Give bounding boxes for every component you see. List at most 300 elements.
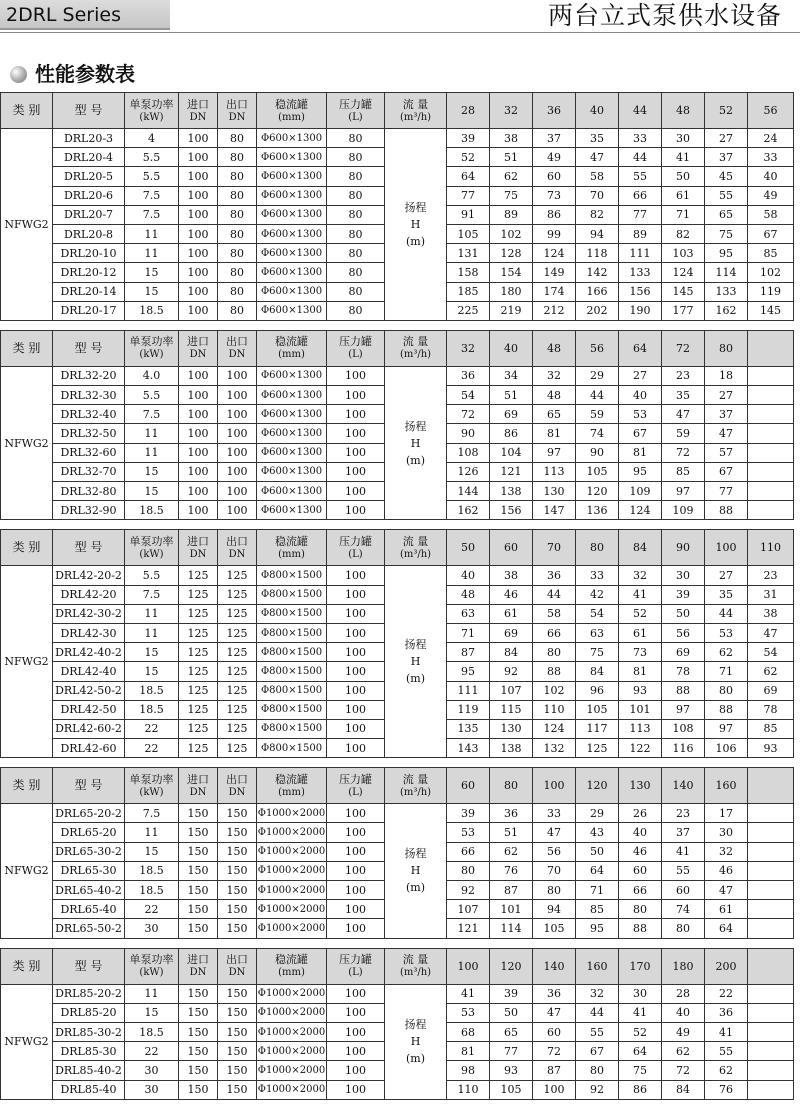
head-value-cell: 23 <box>662 366 705 385</box>
tank-header-label: 稳流罐 <box>275 953 308 967</box>
pressure-tank-cell: 100 <box>327 623 385 642</box>
flow-value-header: 160 <box>705 768 748 804</box>
flow-value-header: 80 <box>576 530 619 566</box>
head-value-cell: 76 <box>705 1080 748 1099</box>
table-row <box>1 129 794 148</box>
tank-header-label: 稳流罐 <box>275 97 308 111</box>
pressure-tank-header-unit: (L) <box>348 111 363 123</box>
head-value-cell: 58 <box>533 604 576 623</box>
head-value-cell: 55 <box>576 1022 619 1041</box>
head-value-cell: 88 <box>705 501 748 520</box>
head-value-cell: 75 <box>576 643 619 662</box>
tank-cell: Φ600×1300 <box>257 282 327 301</box>
head-value-cell: 28 <box>662 984 705 1003</box>
pressure-tank-header <box>327 948 385 984</box>
power-header-label: 单泵功率 <box>129 953 174 967</box>
inlet-cell: 150 <box>179 984 218 1003</box>
head-label-line2: H <box>410 864 421 878</box>
pressure-tank-cell: 100 <box>327 462 385 481</box>
head-value-cell: 63 <box>576 623 619 642</box>
head-value-cell: 145 <box>748 301 794 320</box>
head-value-cell: 97 <box>662 700 705 719</box>
inlet-cell: 150 <box>179 1003 218 1022</box>
head-value-cell: 80 <box>662 919 705 938</box>
head-value-cell: 40 <box>619 386 662 405</box>
flow-value-header: 52 <box>705 93 748 129</box>
outlet-cell: 125 <box>218 643 257 662</box>
head-value-cell: 96 <box>576 681 619 700</box>
head-value-cell: 39 <box>490 984 533 1003</box>
inlet-cell: 150 <box>179 861 218 880</box>
flow-value-header: 40 <box>576 93 619 129</box>
model-cell: DRL85-20-2 <box>53 984 125 1003</box>
outlet-cell: 100 <box>218 405 257 424</box>
model-cell: DRL65-50-2 <box>53 919 125 938</box>
head-value-cell: 38 <box>490 129 533 148</box>
tank-cell: Φ600×1300 <box>257 366 327 385</box>
tank-header <box>257 768 327 804</box>
outlet-cell: 150 <box>218 804 257 823</box>
power-header-label: 单泵功率 <box>129 335 174 349</box>
head-value-cell <box>748 501 794 520</box>
flow-value-header <box>748 768 794 804</box>
head-value-cell: 50 <box>662 604 705 623</box>
head-value-cell: 124 <box>662 263 705 282</box>
inlet-cell: 125 <box>179 662 218 681</box>
head-value-cell: 190 <box>619 301 662 320</box>
head-value-cell: 94 <box>576 224 619 243</box>
head-value-cell: 50 <box>662 167 705 186</box>
head-value-cell: 17 <box>705 804 748 823</box>
head-value-cell: 74 <box>576 424 619 443</box>
head-value-cell: 105 <box>533 919 576 938</box>
head-value-cell: 94 <box>533 900 576 919</box>
head-value-cell <box>748 804 794 823</box>
model-cell: DRL20-10 <box>53 244 125 263</box>
head-value-cell: 81 <box>533 424 576 443</box>
head-value-cell: 33 <box>748 148 794 167</box>
model-cell: DRL85-30 <box>53 1042 125 1061</box>
model-cell: DRL42-30 <box>53 623 125 642</box>
tank-cell: Φ1000×2000 <box>257 823 327 842</box>
outlet-cell: 150 <box>218 900 257 919</box>
inlet-cell: 100 <box>179 366 218 385</box>
performance-table <box>0 529 794 758</box>
outlet-cell: 125 <box>218 700 257 719</box>
head-value-cell: 69 <box>662 643 705 662</box>
head-label-line3: (m) <box>405 1052 425 1066</box>
head-value-cell: 131 <box>447 244 490 263</box>
flow-header-unit: (m³/h) <box>399 349 432 361</box>
head-value-cell: 88 <box>619 919 662 938</box>
tank-cell: Φ800×1500 <box>257 566 327 585</box>
pressure-tank-header <box>327 768 385 804</box>
head-value-cell: 55 <box>705 1042 748 1061</box>
model-cell: DRL42-40-2 <box>53 643 125 662</box>
head-value-cell: 98 <box>447 1061 490 1080</box>
pressure-tank-cell: 100 <box>327 1080 385 1099</box>
flow-value-header: 130 <box>619 768 662 804</box>
flow-header <box>385 93 447 129</box>
head-value-cell: 27 <box>705 386 748 405</box>
head-value-cell: 133 <box>619 263 662 282</box>
head-value-cell: 71 <box>576 881 619 900</box>
head-value-cell: 23 <box>748 566 794 585</box>
tank-cell: Φ1000×2000 <box>257 804 327 823</box>
head-value-cell: 133 <box>705 282 748 301</box>
inlet-cell: 125 <box>179 623 218 642</box>
head-value-cell: 54 <box>576 604 619 623</box>
head-value-cell: 35 <box>576 129 619 148</box>
head-value-cell: 91 <box>447 205 490 224</box>
head-value-cell: 85 <box>748 719 794 738</box>
head-label-line2: H <box>410 436 421 450</box>
head-value-cell: 39 <box>662 585 705 604</box>
power-cell: 15 <box>125 282 179 301</box>
flow-value-header: 56 <box>576 330 619 366</box>
head-value-cell: 86 <box>490 424 533 443</box>
head-value-cell: 35 <box>662 386 705 405</box>
flow-value-header: 64 <box>619 330 662 366</box>
head-value-cell <box>748 823 794 842</box>
outlet-header <box>218 530 257 566</box>
category-cell: NFWG2 <box>1 804 53 938</box>
category-cell: NFWG2 <box>1 984 53 1099</box>
model-cell: DRL65-40-2 <box>53 881 125 900</box>
inlet-header-unit: DN <box>189 967 207 979</box>
power-cell: 18.5 <box>125 700 179 719</box>
head-value-cell: 80 <box>576 1061 619 1080</box>
power-header <box>125 768 179 804</box>
tank-header-unit: (mm) <box>278 786 305 798</box>
head-value-cell: 33 <box>576 566 619 585</box>
head-value-cell: 77 <box>705 482 748 501</box>
inlet-cell: 150 <box>179 881 218 900</box>
head-label-cell <box>385 984 447 1099</box>
tank-cell: Φ1000×2000 <box>257 900 327 919</box>
power-cell: 5.5 <box>125 167 179 186</box>
head-value-cell: 39 <box>447 129 490 148</box>
power-cell: 15 <box>125 662 179 681</box>
head-value-cell: 47 <box>533 1003 576 1022</box>
head-value-cell: 92 <box>490 662 533 681</box>
head-value-cell: 124 <box>619 501 662 520</box>
model-header: 型 号 <box>53 768 125 804</box>
model-cell: DRL85-20 <box>53 1003 125 1022</box>
head-value-cell: 66 <box>619 186 662 205</box>
tank-cell: Φ600×1300 <box>257 224 327 243</box>
tank-cell: Φ800×1500 <box>257 604 327 623</box>
head-value-cell: 64 <box>576 861 619 880</box>
model-cell: DRL20-12 <box>53 263 125 282</box>
flow-header <box>385 330 447 366</box>
head-value-cell: 118 <box>576 244 619 263</box>
head-value-cell: 132 <box>533 739 576 758</box>
model-cell: DRL42-20 <box>53 585 125 604</box>
head-value-cell: 108 <box>447 443 490 462</box>
head-value-cell: 55 <box>705 186 748 205</box>
power-cell: 15 <box>125 263 179 282</box>
head-value-cell: 43 <box>576 823 619 842</box>
inlet-header-label: 进口 <box>187 772 209 786</box>
head-value-cell: 71 <box>662 205 705 224</box>
head-value-cell: 32 <box>533 366 576 385</box>
model-cell: DRL20-6 <box>53 186 125 205</box>
head-value-cell: 41 <box>662 148 705 167</box>
inlet-header-label: 进口 <box>187 97 209 111</box>
pressure-tank-cell: 80 <box>327 224 385 243</box>
tank-cell: Φ600×1300 <box>257 148 327 167</box>
inlet-cell: 125 <box>179 585 218 604</box>
head-value-cell: 185 <box>447 282 490 301</box>
head-value-cell: 93 <box>748 739 794 758</box>
tank-cell: Φ600×1300 <box>257 424 327 443</box>
model-cell: DRL32-50 <box>53 424 125 443</box>
power-cell: 22 <box>125 1042 179 1061</box>
head-value-cell: 82 <box>576 205 619 224</box>
head-value-cell: 44 <box>576 1003 619 1022</box>
pressure-tank-header-label: 压力罐 <box>339 953 372 967</box>
pressure-tank-cell: 100 <box>327 1061 385 1080</box>
pressure-tank-cell: 80 <box>327 167 385 186</box>
head-value-cell: 81 <box>447 1042 490 1061</box>
pressure-tank-header-label: 压力罐 <box>339 97 372 111</box>
tank-cell: Φ1000×2000 <box>257 861 327 880</box>
inlet-cell: 150 <box>179 900 218 919</box>
head-value-cell: 45 <box>705 167 748 186</box>
head-value-cell: 55 <box>662 861 705 880</box>
head-value-cell: 54 <box>748 643 794 662</box>
inlet-cell: 100 <box>179 224 218 243</box>
pressure-tank-cell: 100 <box>327 861 385 880</box>
power-cell: 11 <box>125 424 179 443</box>
head-value-cell: 49 <box>662 1022 705 1041</box>
pressure-tank-header-label: 压力罐 <box>339 772 372 786</box>
head-value-cell: 62 <box>490 167 533 186</box>
head-value-cell: 121 <box>490 462 533 481</box>
power-header <box>125 530 179 566</box>
head-value-cell: 93 <box>619 681 662 700</box>
power-cell: 15 <box>125 643 179 662</box>
power-cell: 7.5 <box>125 205 179 224</box>
head-value-cell: 144 <box>447 482 490 501</box>
head-label-line1: 扬程 <box>404 638 427 652</box>
table-header-row <box>1 330 794 366</box>
model-cell: DRL32-40 <box>53 405 125 424</box>
performance-table <box>0 767 794 938</box>
head-value-cell: 102 <box>490 224 533 243</box>
head-value-cell: 61 <box>619 623 662 642</box>
inlet-header-unit: DN <box>189 548 207 560</box>
head-value-cell: 177 <box>662 301 705 320</box>
power-header-unit: (kW) <box>139 349 164 361</box>
tank-header <box>257 93 327 129</box>
head-value-cell: 32 <box>705 842 748 861</box>
pressure-tank-cell: 100 <box>327 881 385 900</box>
tank-cell: Φ1000×2000 <box>257 842 327 861</box>
power-cell: 18.5 <box>125 681 179 700</box>
head-label-line2: H <box>410 217 421 231</box>
inlet-header <box>179 93 218 129</box>
outlet-cell: 125 <box>218 585 257 604</box>
head-value-cell: 70 <box>576 186 619 205</box>
flow-value-header: 140 <box>533 948 576 984</box>
head-value-cell: 47 <box>533 823 576 842</box>
table-header-row <box>1 93 794 129</box>
inlet-cell: 125 <box>179 566 218 585</box>
model-cell: DRL85-40 <box>53 1080 125 1099</box>
head-value-cell: 32 <box>576 984 619 1003</box>
pressure-tank-header-unit: (L) <box>348 349 363 361</box>
head-value-cell: 100 <box>533 1080 576 1099</box>
category-cell: NFWG2 <box>1 566 53 758</box>
table-header-row <box>1 768 794 804</box>
head-value-cell: 72 <box>447 405 490 424</box>
power-cell: 5.5 <box>125 148 179 167</box>
inlet-cell: 150 <box>179 842 218 861</box>
model-cell: DRL20-4 <box>53 148 125 167</box>
inlet-cell: 100 <box>179 501 218 520</box>
model-cell: DRL65-30-2 <box>53 842 125 861</box>
pressure-tank-cell: 100 <box>327 700 385 719</box>
head-value-cell: 124 <box>533 719 576 738</box>
outlet-cell: 150 <box>218 881 257 900</box>
model-cell: DRL32-60 <box>53 443 125 462</box>
pressure-tank-cell: 100 <box>327 681 385 700</box>
head-value-cell: 142 <box>576 263 619 282</box>
pressure-tank-cell: 100 <box>327 1022 385 1041</box>
head-value-cell: 119 <box>748 282 794 301</box>
head-value-cell <box>748 386 794 405</box>
pressure-tank-cell: 100 <box>327 501 385 520</box>
head-value-cell: 52 <box>619 1022 662 1041</box>
head-value-cell: 44 <box>576 386 619 405</box>
outlet-cell: 80 <box>218 263 257 282</box>
model-cell: DRL32-30 <box>53 386 125 405</box>
pressure-tank-cell: 100 <box>327 443 385 462</box>
head-value-cell: 84 <box>662 1080 705 1099</box>
head-value-cell: 93 <box>490 1061 533 1080</box>
model-cell: DRL20-5 <box>53 167 125 186</box>
category-cell: NFWG2 <box>1 366 53 520</box>
head-value-cell: 78 <box>662 662 705 681</box>
head-value-cell: 128 <box>490 244 533 263</box>
head-value-cell: 39 <box>447 804 490 823</box>
head-value-cell: 111 <box>619 244 662 263</box>
outlet-header-unit: DN <box>228 967 246 979</box>
power-cell: 11 <box>125 443 179 462</box>
head-value-cell: 41 <box>705 1022 748 1041</box>
pressure-tank-cell: 100 <box>327 900 385 919</box>
head-value-cell: 36 <box>533 984 576 1003</box>
head-value-cell: 145 <box>662 282 705 301</box>
power-cell: 11 <box>125 623 179 642</box>
head-value-cell: 101 <box>619 700 662 719</box>
pressure-tank-header <box>327 330 385 366</box>
tank-header-label: 稳流罐 <box>275 335 308 349</box>
pressure-tank-cell: 100 <box>327 1003 385 1022</box>
flow-value-header <box>748 948 794 984</box>
inlet-cell: 125 <box>179 681 218 700</box>
outlet-cell: 150 <box>218 1003 257 1022</box>
tank-cell: Φ600×1300 <box>257 462 327 481</box>
head-value-cell: 77 <box>490 1042 533 1061</box>
flow-header-unit: (m³/h) <box>399 111 432 123</box>
tank-cell: Φ600×1300 <box>257 501 327 520</box>
head-value-cell: 147 <box>533 501 576 520</box>
outlet-header-unit: DN <box>228 349 246 361</box>
head-value-cell: 30 <box>705 823 748 842</box>
head-value-cell: 62 <box>490 842 533 861</box>
head-value-cell: 81 <box>619 443 662 462</box>
power-cell: 15 <box>125 482 179 501</box>
model-cell: DRL20-14 <box>53 282 125 301</box>
head-value-cell: 60 <box>533 1022 576 1041</box>
head-value-cell: 89 <box>490 205 533 224</box>
head-value-cell: 174 <box>533 282 576 301</box>
tank-cell: Φ800×1500 <box>257 739 327 758</box>
flow-value-header: 120 <box>576 768 619 804</box>
head-value-cell: 97 <box>705 719 748 738</box>
power-header-unit: (kW) <box>139 786 164 798</box>
tank-header-unit: (mm) <box>278 349 305 361</box>
model-cell: DRL65-40 <box>53 900 125 919</box>
head-value-cell: 32 <box>619 566 662 585</box>
head-value-cell: 60 <box>662 881 705 900</box>
pressure-tank-cell: 100 <box>327 366 385 385</box>
outlet-cell: 150 <box>218 1042 257 1061</box>
head-value-cell: 113 <box>619 719 662 738</box>
flow-value-header: 84 <box>619 530 662 566</box>
head-value-cell: 67 <box>748 224 794 243</box>
power-cell: 11 <box>125 244 179 263</box>
head-value-cell: 84 <box>490 643 533 662</box>
head-value-cell: 116 <box>662 739 705 758</box>
tank-cell: Φ1000×2000 <box>257 919 327 938</box>
flow-value-header: 44 <box>619 93 662 129</box>
flow-value-header: 72 <box>662 330 705 366</box>
head-value-cell: 99 <box>533 224 576 243</box>
head-value-cell: 24 <box>748 129 794 148</box>
head-value-cell: 104 <box>490 443 533 462</box>
head-value-cell: 69 <box>490 405 533 424</box>
head-value-cell: 225 <box>447 301 490 320</box>
pressure-tank-cell: 80 <box>327 129 385 148</box>
tank-cell: Φ600×1300 <box>257 301 327 320</box>
head-value-cell: 88 <box>533 662 576 681</box>
head-value-cell: 27 <box>705 129 748 148</box>
head-value-cell: 40 <box>447 566 490 585</box>
head-value-cell: 47 <box>705 881 748 900</box>
head-value-cell: 95 <box>705 244 748 263</box>
inlet-header-unit: DN <box>189 349 207 361</box>
head-value-cell: 68 <box>447 1022 490 1041</box>
outlet-cell: 125 <box>218 604 257 623</box>
flow-value-header: 140 <box>662 768 705 804</box>
head-value-cell: 115 <box>490 700 533 719</box>
head-value-cell: 73 <box>619 643 662 662</box>
head-value-cell: 53 <box>619 405 662 424</box>
head-label-line3: (m) <box>405 453 425 467</box>
flow-header <box>385 530 447 566</box>
head-value-cell: 89 <box>619 224 662 243</box>
outlet-cell: 100 <box>218 501 257 520</box>
header-divider <box>0 32 800 33</box>
tank-cell: Φ800×1500 <box>257 662 327 681</box>
outlet-cell: 80 <box>218 205 257 224</box>
head-value-cell: 82 <box>662 224 705 243</box>
performance-table <box>0 948 794 1100</box>
